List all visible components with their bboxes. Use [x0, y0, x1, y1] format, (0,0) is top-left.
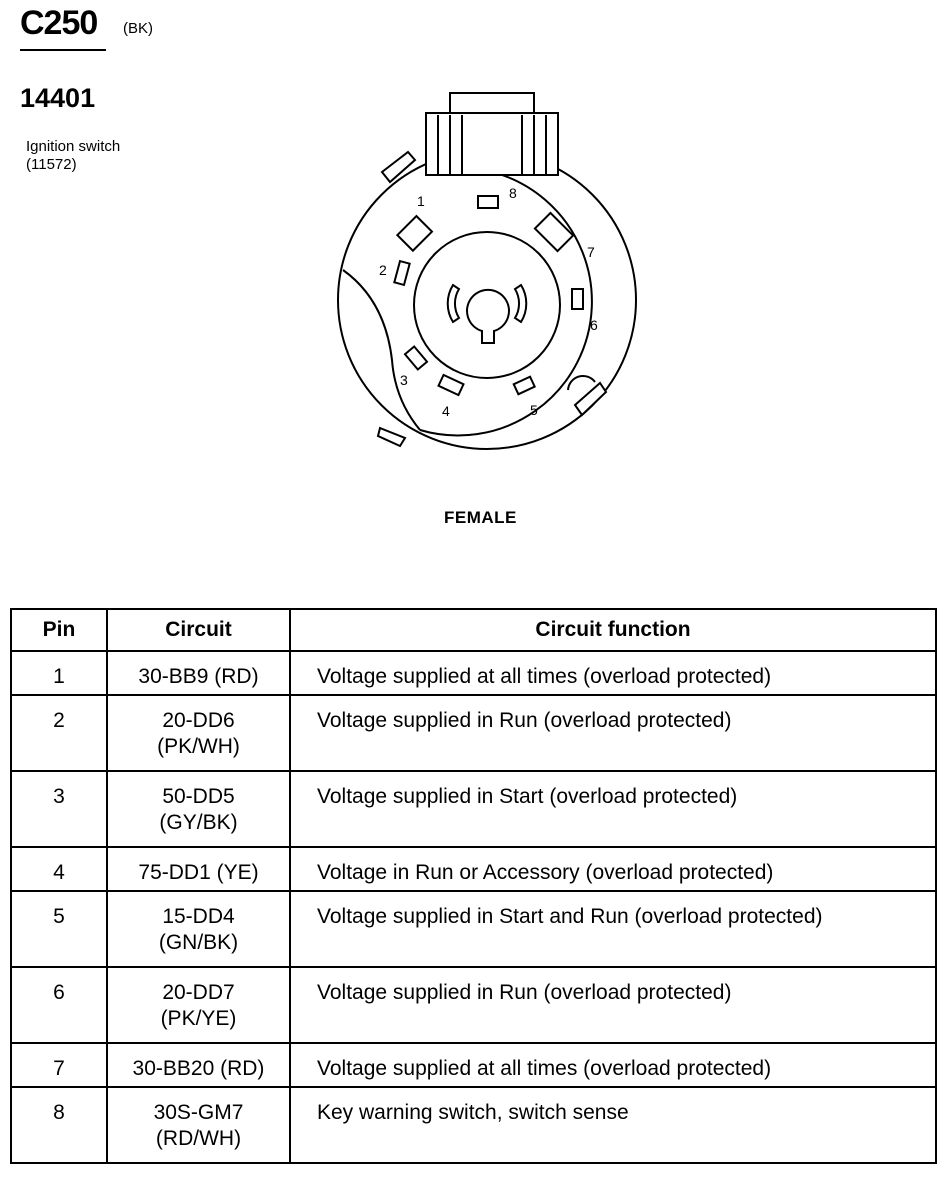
circuit-line: (PK/YE) [160, 1007, 237, 1030]
circuit-cell [107, 1043, 290, 1087]
pin-label-3: 3 [400, 372, 408, 388]
circuit-line: 75-DD1 (YE) [138, 861, 259, 884]
pin-label-5: 5 [530, 402, 538, 418]
pin-number-cell: 2 [11, 695, 107, 771]
circuit-line: 30S-GM7 [153, 1101, 244, 1124]
pin-number-cell: 1 [11, 651, 107, 695]
connector-latch-top [450, 93, 534, 115]
circuit-cell [107, 771, 290, 847]
circuit-line: 30-BB20 (RD) [132, 1057, 265, 1080]
header-pin: Pin [11, 609, 107, 651]
pin-number-cell: 3 [11, 771, 107, 847]
connector-gender-label: FEMALE [444, 508, 517, 527]
pin-number-cell: 7 [11, 1043, 107, 1087]
table-row [11, 695, 936, 771]
pin-cavity-6 [572, 289, 583, 309]
part-number: 14401 [20, 83, 96, 113]
pin-number-cell: 8 [11, 1087, 107, 1163]
table-row [11, 1087, 936, 1163]
table-row [11, 891, 936, 967]
pin-table-header [11, 609, 936, 651]
circuit-function-cell: Key warning switch, switch sense [290, 1087, 936, 1163]
circuit-cell [107, 651, 290, 695]
connector-id: C250 [20, 4, 98, 42]
circuit-line: 30-BB9 (RD) [138, 665, 259, 688]
part-ref: (11572) [26, 156, 77, 173]
circuit-function-cell: Voltage supplied at all times (overload protected) [290, 651, 936, 695]
pin-table [10, 608, 937, 1164]
pin-label-8: 8 [509, 185, 517, 201]
pin-number-cell: 5 [11, 891, 107, 967]
circuit-line: (RD/WH) [155, 1127, 242, 1150]
pin-number-cell: 4 [11, 847, 107, 891]
table-row [11, 771, 936, 847]
table-row [11, 651, 936, 695]
circuit-cell [107, 967, 290, 1043]
circuit-cell [107, 695, 290, 771]
pin-number-cell: 6 [11, 967, 107, 1043]
part-name: Ignition switch [26, 138, 121, 155]
circuit-function-cell: Voltage in Run or Accessory (overload protected) [290, 847, 936, 891]
connector-color: (BK) [123, 20, 153, 37]
circuit-function-cell: Voltage supplied in Start and Run (overload protected) [290, 891, 936, 967]
circuit-line: 20-DD6 [162, 709, 235, 732]
pin-cavity-8 [478, 196, 498, 208]
circuit-function-cell: Voltage supplied in Run (overload protected) [290, 967, 936, 1043]
pin-label-4: 4 [442, 403, 450, 419]
table-row [11, 967, 936, 1043]
table-row [11, 847, 936, 891]
circuit-function-cell: Voltage supplied at all times (overload protected) [290, 1043, 936, 1087]
circuit-cell [107, 891, 290, 967]
circuit-cell [107, 1087, 290, 1163]
connector-id-underline [20, 49, 106, 51]
connector-latch [426, 113, 558, 175]
circuit-line: (GN/BK) [158, 931, 239, 954]
header-function: Circuit function [290, 609, 936, 651]
circuit-line: 50-DD5 [162, 785, 235, 808]
connector-tab-bottom-left [378, 428, 405, 446]
circuit-function-cell: Voltage supplied in Run (overload protected) [290, 695, 936, 771]
connector-face-diagram [330, 85, 650, 465]
circuit-line: (PK/WH) [157, 735, 240, 758]
pin-label-2: 2 [379, 262, 387, 278]
pin-label-6: 6 [590, 317, 598, 333]
circuit-line: (GY/BK) [159, 811, 238, 834]
part-description [26, 138, 120, 174]
circuit-line: 20-DD7 [162, 981, 235, 1004]
pin-label-7: 7 [587, 244, 595, 260]
circuit-function-cell: Voltage supplied in Start (overload protected) [290, 771, 936, 847]
pin-table-body [11, 651, 936, 1163]
circuit-cell [107, 847, 290, 891]
circuit-line: 15-DD4 [162, 905, 235, 928]
table-row [11, 1043, 936, 1087]
pin-label-1: 1 [417, 193, 425, 209]
header-circuit: Circuit [107, 609, 290, 651]
